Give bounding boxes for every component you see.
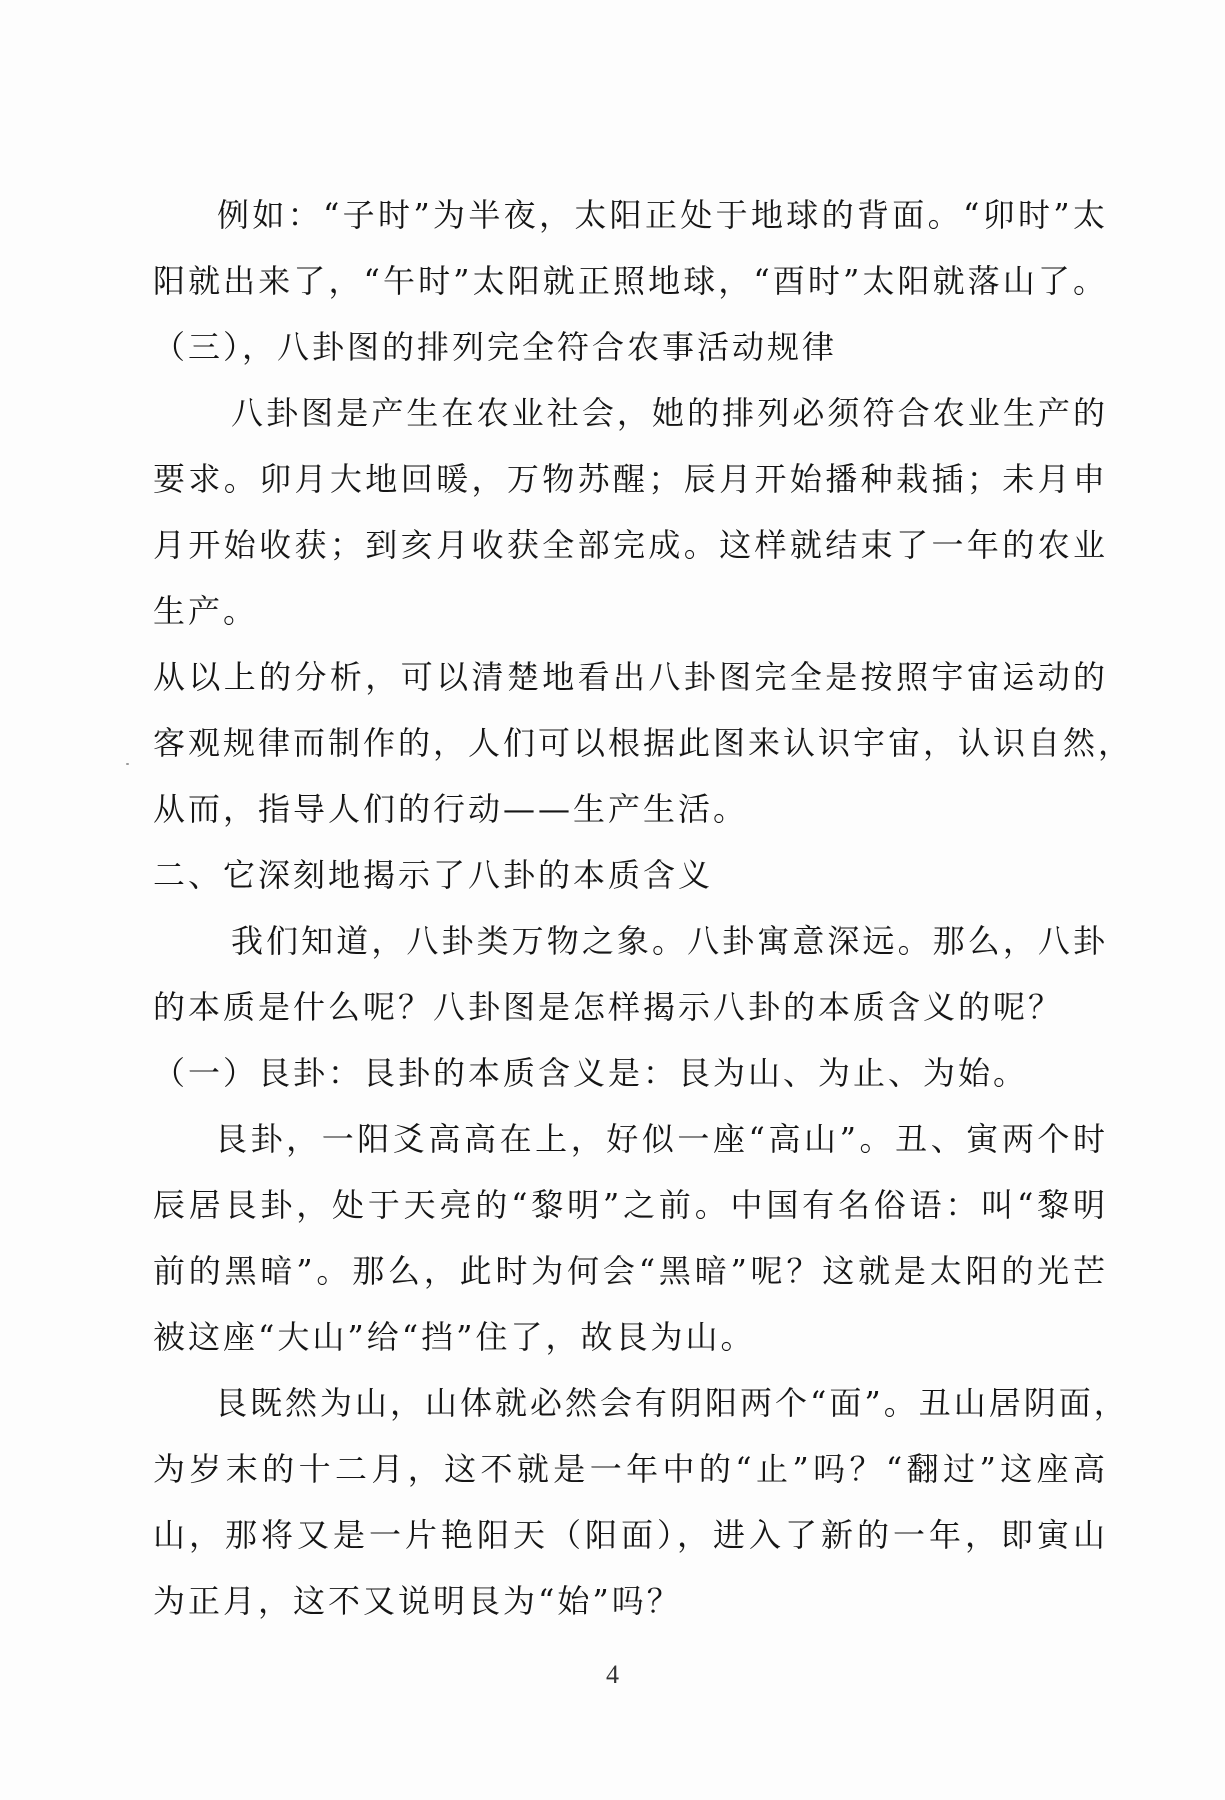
paragraph-line: 八卦图是产生在农业社会，她的排列必须符合农业生产的 — [231, 394, 1108, 432]
scan-speck — [126, 763, 129, 765]
paragraph-line: 为正月，这不又说明艮为“始”吗？ — [153, 1582, 682, 1620]
paragraph-line: 从而，指导人们的行动——生产生活。 — [153, 790, 749, 828]
page-number: 4 — [606, 1660, 619, 1689]
section-heading: （三），八卦图的排列完全符合农事活动规律 — [153, 328, 838, 366]
body-text — [153, 182, 1134, 1634]
paragraph-line: 要求。卯月大地回暖，万物苏醒；辰月开始播种栽插；未月申 — [153, 460, 1108, 498]
paragraph-line: 生产。 — [153, 592, 259, 630]
subsection-heading: （一）艮卦：艮卦的本质含义是：艮为山、为止、为始。 — [153, 1054, 1029, 1092]
paragraph-line: 阳就出来了，“午时”太阳就正照地球，“酉时”太阳就落山了。 — [153, 262, 1108, 300]
paragraph-line: 山，那将又是一片艳阳天（阳面），进入了新的一年，即寅山 — [153, 1516, 1108, 1554]
paragraph-line: 的本质是什么呢？八卦图是怎样揭示八卦的本质含义的呢？ — [153, 988, 1064, 1026]
paragraph-line: 客观规律而制作的，人们可以根据此图来认识宇宙，认识自然， — [153, 724, 1134, 762]
paragraph-line: 辰居艮卦，处于天亮的“黎明”之前。中国有名俗语：叫“黎明 — [153, 1186, 1108, 1224]
paragraph-line: 艮既然为山，山体就必然会有阴阳两个“面”。丑山居阴面， — [215, 1384, 1129, 1422]
paragraph-line: 为岁末的十二月，这不就是一年中的“止”吗？“翻过”这座高 — [153, 1450, 1108, 1488]
paragraph-line: 例如：“子时”为半夜，太阳正处于地球的背面。“卯时”太 — [217, 196, 1108, 234]
paragraph-line: 从以上的分析，可以清楚地看出八卦图完全是按照宇宙运动的 — [153, 658, 1108, 696]
paragraph-line: 被这座“大山”给“挡”住了，故艮为山。 — [153, 1318, 756, 1356]
paragraph-line: 前的黑暗”。那么，此时为何会“黑暗”呢？这就是太阳的光芒 — [153, 1252, 1108, 1290]
paragraph-line: 我们知道，八卦类万物之象。八卦寓意深远。那么，八卦 — [231, 922, 1108, 960]
paragraph-line: 艮卦，一阳爻高高在上，好似一座“高山”。丑、寅两个时 — [215, 1120, 1108, 1158]
paragraph-line: 月开始收获；到亥月收获全部完成。这样就结束了一年的农业 — [153, 526, 1108, 564]
section-heading: 二、它深刻地揭示了八卦的本质含义 — [153, 856, 714, 894]
